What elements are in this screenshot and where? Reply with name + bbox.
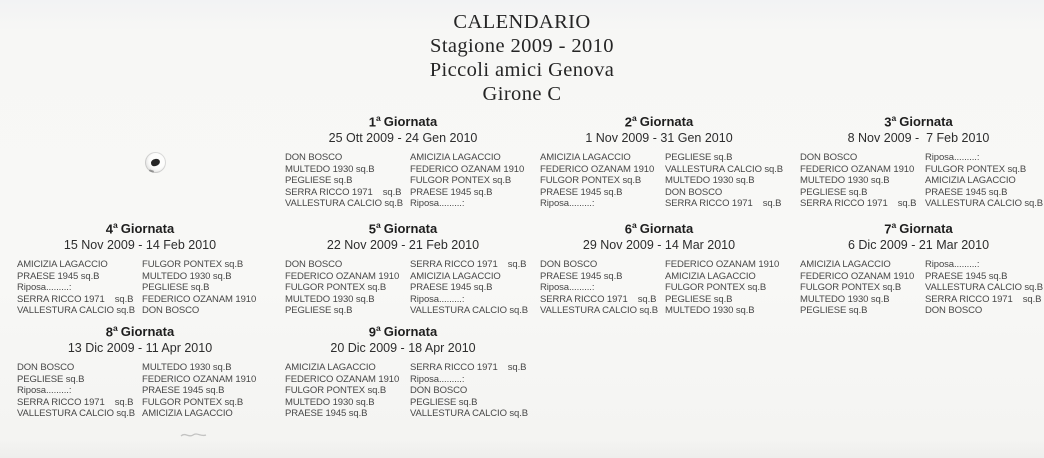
giornata-title [533, 217, 785, 237]
away-teams-list [665, 259, 785, 316]
giornata-number: 4 [105, 221, 114, 237]
team-name: Riposa.........: [540, 197, 595, 209]
team-name: VALLESTURA CALCIO sq.B [925, 282, 1044, 294]
giornata-title [278, 110, 528, 130]
team-name: AMICIZIA LAGACCIO [410, 270, 501, 282]
away-teams-list [925, 259, 1044, 316]
home-teams-list [540, 152, 665, 209]
team-name: FULGOR PONTEX sq.B [665, 282, 767, 294]
team-name: MULTEDO 1930 sq.B [285, 293, 375, 305]
team-name: FEDERICO OZANAM 1910 [285, 270, 400, 282]
team-name: VALLESTURA CALCIO sq.B [285, 197, 404, 209]
team-name: SERRA RICCO 1971 sq.B [17, 396, 134, 408]
giornata-pairings [10, 362, 270, 419]
giornata-number: 3 [884, 114, 892, 130]
giornata-pairings [533, 152, 785, 209]
giornata-word: Giornata [639, 114, 694, 130]
giornata-block [533, 110, 785, 209]
team-name: FULGOR PONTEX sq.B [142, 396, 244, 408]
team-name: Riposa.........: [540, 282, 595, 294]
giornata-pairings [10, 259, 270, 316]
giornata-ordinal: a [891, 113, 897, 123]
giornata-block [278, 320, 528, 419]
giornata-ordinal: a [376, 323, 381, 333]
team-name: AMICIZIA LAGACCIO [142, 407, 233, 419]
giornata-title [278, 217, 528, 237]
team-name: Riposa.........: [410, 373, 465, 385]
team-name: VALLESTURA CALCIO sq.B [410, 407, 529, 419]
team-name: AMICIZIA LAGACCIO [17, 259, 108, 271]
team-name: FEDERICO OZANAM 1910 [665, 259, 780, 271]
giornata-number: 6 [624, 221, 633, 237]
giornata-block [278, 217, 528, 316]
team-name: MULTEDO 1930 sq.B [285, 396, 375, 408]
away-teams-list [410, 362, 528, 419]
giornata-pairings [793, 259, 1044, 316]
giornata-pairings [278, 152, 528, 209]
team-name: DON BOSCO [285, 152, 343, 164]
team-name: Riposa.........: [17, 282, 72, 294]
team-name: MULTEDO 1930 sq.B [142, 362, 232, 374]
team-name: PRAESE 1945 sq.B [540, 186, 623, 198]
title-season: Stagione 2009 - 2010 [430, 35, 614, 57]
team-name: PEGLIESE sq.B [142, 282, 210, 294]
team-name: FEDERICO OZANAM 1910 [800, 270, 915, 282]
team-name: SERRA RICCO 1971 sq.B [410, 259, 527, 271]
giornata-pairings [793, 152, 1044, 209]
team-name: SERRA RICCO 1971 sq.B [285, 186, 402, 198]
giornata-number: 8 [105, 324, 114, 340]
team-name: FEDERICO OZANAM 1910 [285, 373, 400, 385]
team-name: PRAESE 1945 sq.B [17, 270, 100, 282]
away-teams-list [142, 259, 270, 316]
giornata-number: 7 [884, 221, 892, 237]
team-name: Riposa.........: [410, 197, 465, 209]
title-group: Girone C [482, 83, 562, 105]
team-name: FULGOR PONTEX sq.B [285, 385, 387, 397]
team-name: PEGLIESE sq.B [285, 175, 353, 187]
title-category: Piccoli amici Genova [429, 59, 615, 81]
team-name: DON BOSCO [142, 304, 200, 316]
team-name: PRAESE 1945 sq.B [540, 270, 623, 282]
team-name: PEGLIESE sq.B [410, 396, 478, 408]
giornata-ordinal: a [376, 220, 381, 230]
giornata-title [793, 110, 1044, 130]
team-name: Riposa.........: [410, 293, 465, 305]
giornata-ordinal: a [113, 220, 118, 230]
team-name: PRAESE 1945 sq.B [925, 270, 1008, 282]
giornata-title [278, 320, 528, 340]
team-name: FULGOR PONTEX sq.B [800, 282, 902, 294]
team-name: PRAESE 1945 sq.B [285, 407, 368, 419]
home-teams-list [17, 362, 142, 419]
team-name: SERRA RICCO 1971 sq.B [925, 293, 1042, 305]
team-name: FULGOR PONTEX sq.B [142, 259, 244, 271]
team-name: MULTEDO 1930 sq.B [665, 304, 755, 316]
team-name: MULTEDO 1930 sq.B [800, 175, 890, 187]
team-name: AMICIZIA LAGACCIO [925, 175, 1016, 187]
giornata-block [10, 320, 270, 419]
giornata-dates: 6 Dic 2009 - 21 Mar 2010 [847, 238, 990, 253]
giornata-word: Giornata [899, 114, 953, 130]
team-name: PRAESE 1945 sq.B [925, 186, 1008, 198]
team-name: AMICIZIA LAGACCIO [665, 270, 756, 282]
team-name: VALLESTURA CALCIO sq.B [665, 163, 784, 175]
team-name: FEDERICO OZANAM 1910 [142, 373, 257, 385]
away-teams-list [410, 259, 528, 316]
giornata-ordinal: a [632, 113, 637, 123]
team-name: MULTEDO 1930 sq.B [285, 163, 375, 175]
team-name: AMICIZIA LAGACCIO [410, 152, 501, 164]
title-calendario: CALENDARIO [453, 11, 591, 33]
home-teams-list [540, 259, 665, 316]
team-name: VALLESTURA CALCIO sq.B [540, 304, 659, 316]
home-teams-list [285, 152, 410, 209]
giornata-word: Giornata [899, 221, 953, 237]
team-name: DON BOSCO [925, 304, 983, 316]
giornata-pairings [533, 259, 785, 316]
team-name: VALLESTURA CALCIO sq.B [925, 197, 1044, 209]
team-name: Riposa.........: [925, 152, 980, 164]
team-name: FEDERICO OZANAM 1910 [800, 163, 915, 175]
team-name: FEDERICO OZANAM 1910 [142, 293, 257, 305]
pencil-squiggle-icon [180, 430, 208, 439]
giornata-word: Giornata [639, 221, 694, 237]
team-name: SERRA RICCO 1971 sq.B [540, 293, 657, 305]
giornata-title [10, 217, 270, 237]
team-name: AMICIZIA LAGACCIO [800, 259, 891, 271]
team-name: FULGOR PONTEX sq.B [540, 175, 642, 187]
team-name: AMICIZIA LAGACCIO [285, 362, 376, 374]
team-name: PRAESE 1945 sq.B [410, 186, 493, 198]
away-teams-list [665, 152, 785, 209]
team-name: MULTEDO 1930 sq.B [800, 293, 890, 305]
team-name: PEGLIESE sq.B [285, 304, 353, 316]
team-name: DON BOSCO [540, 259, 598, 271]
giornata-ordinal: a [376, 113, 381, 123]
giornata-title [793, 217, 1044, 237]
team-name: SERRA RICCO 1971 sq.B [410, 362, 527, 374]
away-teams-list [410, 152, 528, 209]
team-name: MULTEDO 1930 sq.B [142, 270, 232, 282]
page-title [0, 10, 1044, 106]
home-teams-list [285, 259, 410, 316]
giornata-word: Giornata [383, 114, 438, 130]
team-name: FEDERICO OZANAM 1910 [540, 163, 655, 175]
home-teams-list [285, 362, 410, 419]
team-name: VALLESTURA CALCIO sq.B [17, 407, 136, 419]
giornata-dates: 25 Ott 2009 - 24 Gen 2010 [328, 131, 478, 146]
giornata-block [793, 217, 1044, 316]
team-name: DON BOSCO [800, 152, 858, 164]
giornata-pairings [278, 259, 528, 316]
giornata-dates: 15 Nov 2009 - 14 Feb 2010 [63, 238, 217, 253]
team-name: Riposa.........: [17, 385, 72, 397]
giornata-dates: 29 Nov 2009 - 14 Mar 2010 [582, 238, 736, 253]
team-name: SERRA RICCO 1971 sq.B [800, 197, 917, 209]
home-teams-list [17, 259, 142, 316]
team-name: SERRA RICCO 1971 sq.B [17, 293, 134, 305]
giornata-dates: 8 Nov 2009 - 7 Feb 2010 [847, 131, 990, 146]
giornata-block [10, 217, 270, 316]
giornata-dates: 22 Nov 2009 - 21 Feb 2010 [326, 238, 480, 253]
team-name: SERRA RICCO 1971 sq.B [665, 197, 782, 209]
giornata-ordinal: a [113, 323, 118, 333]
home-teams-list [800, 259, 925, 316]
giornata-word: Giornata [383, 221, 438, 237]
giornata-ordinal: a [891, 220, 897, 230]
giornata-dates: 20 Dic 2009 - 18 Apr 2010 [330, 341, 476, 356]
team-name: DON BOSCO [410, 385, 468, 397]
team-name: PEGLIESE sq.B [17, 373, 85, 385]
giornata-title [533, 110, 785, 130]
team-name: FULGOR PONTEX sq.B [925, 163, 1027, 175]
team-name: PEGLIESE sq.B [800, 186, 868, 198]
team-name: PEGLIESE sq.B [665, 293, 733, 305]
team-name: PRAESE 1945 sq.B [142, 385, 225, 397]
team-name: FULGOR PONTEX sq.B [285, 282, 387, 294]
giornata-title [10, 320, 270, 340]
team-name: DON BOSCO [665, 186, 723, 198]
away-teams-list [142, 362, 270, 419]
team-name: Riposa.........: [925, 259, 980, 271]
giornata-word: Giornata [120, 324, 175, 340]
team-name: PEGLIESE sq.B [800, 304, 868, 316]
giornata-word: Giornata [120, 221, 175, 237]
giornata-block [278, 110, 528, 209]
giornata-dates: 13 Dic 2009 - 11 Apr 2010 [67, 341, 213, 356]
team-name: FULGOR PONTEX sq.B [410, 175, 512, 187]
giornata-block [793, 110, 1044, 209]
giornata-dates: 1 Nov 2009 - 31 Gen 2010 [585, 131, 733, 146]
team-name: DON BOSCO [17, 362, 75, 374]
team-name: VALLESTURA CALCIO sq.B [17, 304, 136, 316]
ink-smudge-icon [145, 152, 166, 173]
away-teams-list [925, 152, 1044, 209]
team-name: VALLESTURA CALCIO sq.B [410, 304, 529, 316]
home-teams-list [800, 152, 925, 209]
team-name: DON BOSCO [285, 259, 343, 271]
giornata-ordinal: a [632, 220, 637, 230]
giornata-block [533, 217, 785, 316]
giornata-word: Giornata [383, 324, 438, 340]
team-name: FEDERICO OZANAM 1910 [410, 163, 525, 175]
giornata-number: 1 [368, 114, 377, 130]
giornata-number: 5 [368, 221, 377, 237]
giornata-pairings [278, 362, 528, 419]
giornata-number: 2 [624, 114, 633, 130]
team-name: AMICIZIA LAGACCIO [540, 152, 631, 164]
team-name: MULTEDO 1930 sq.B [665, 175, 755, 187]
giornata-number: 9 [368, 324, 377, 340]
team-name: PEGLIESE sq.B [665, 152, 733, 164]
team-name: PRAESE 1945 sq.B [410, 282, 493, 294]
